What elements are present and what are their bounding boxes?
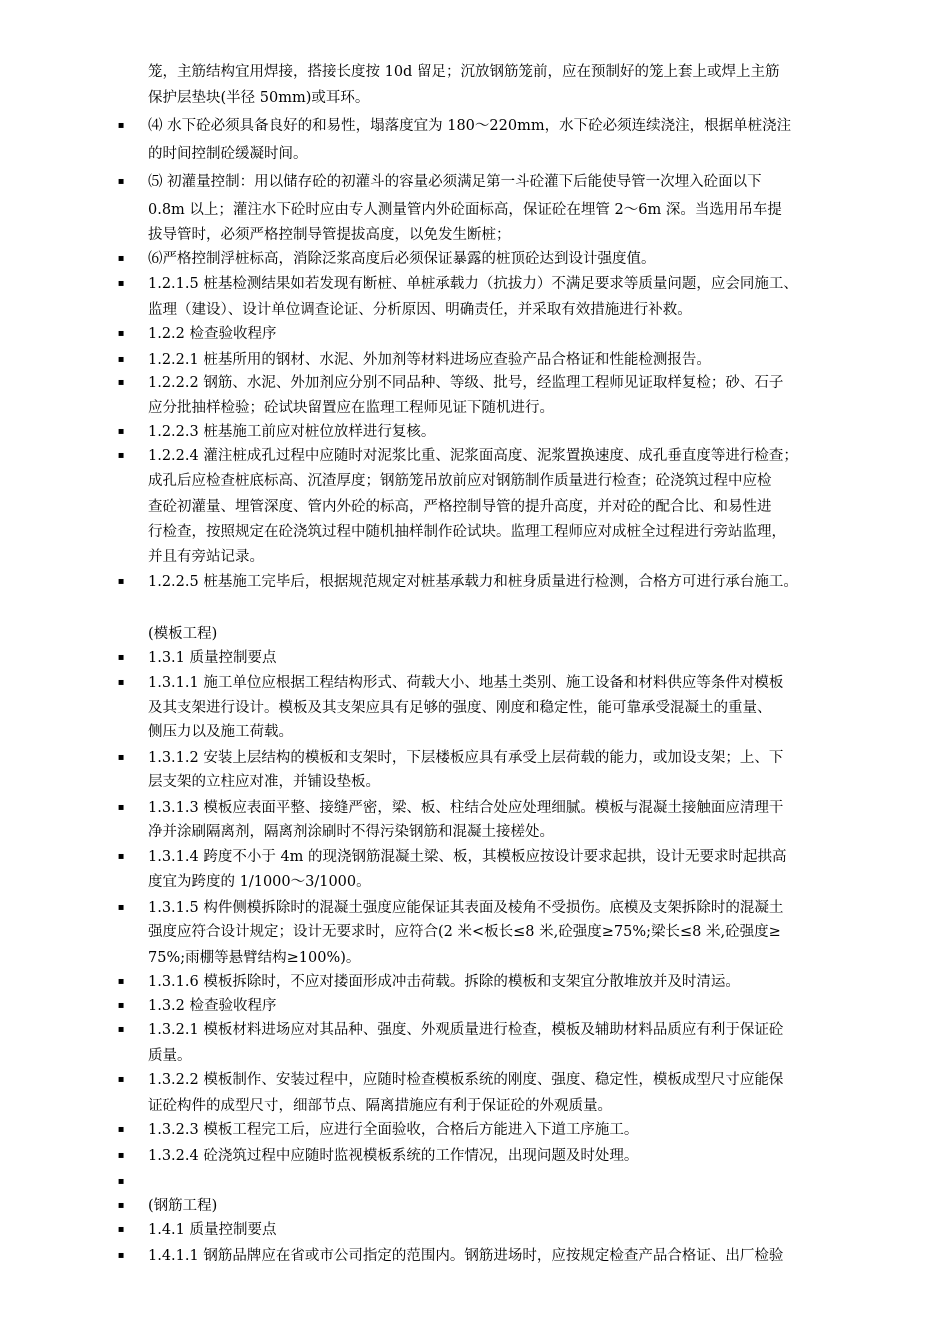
list-item-text: 1.3.2.2 模板制作、安装过程中，应随时检查模板系统的刚度、强度、稳定性，模板成型尺寸应能保 — [148, 1072, 784, 1088]
list-item-text: 1.2.2 检查验收程序 — [148, 326, 277, 342]
paragraph-line: 查砼初灌量、埋管深度、管内外砼的标高，严格控制导管的提升高度，并对砼的配合比、和易性进 — [148, 499, 772, 515]
list-item-text: 1.3.1.1 施工单位应根据工程结构形式、荷载大小、地基土类别、施工设备和材料供应等条件对模板 — [148, 675, 784, 691]
list-item-text: 1.3.1.5 构件侧模拆除时的混凝土强度应能保证其表面及棱角不受损伤。底模及支架拆除时的混凝土 — [148, 900, 784, 916]
list-bullet — [116, 1220, 126, 1240]
list-bullet — [116, 748, 126, 768]
paragraph-line: 并且有旁站记录。 — [148, 549, 264, 565]
list-bullet — [116, 1196, 126, 1216]
paragraph-line: 度宜为跨度的 1/1000～3/1000。 — [148, 874, 371, 890]
list-item-text: 1.2.2.2 钢筋、水泥、外加剂应分别不同品种、等级、批号，经监理工程师见证取样复检；砂、石子 — [148, 375, 784, 391]
list-item-text: 1.4.1 质量控制要点 — [148, 1222, 277, 1238]
list-item-text: 1.3.2.4 砼浇筑过程中应随时监视模板系统的工作情况，出现问题及时处理。 — [148, 1148, 639, 1164]
list-bullet — [116, 798, 126, 818]
paragraph-line: 净并涂刷隔离剂，隔离剂涂刷时不得污染钢筋和混凝土接槎处。 — [148, 824, 554, 840]
paragraph-line: 保护层垫块(半径 50mm)或耳环。 — [148, 90, 370, 106]
list-item-text: 1.2.2.4 灌注桩成孔过程中应随时对泥浆比重、泥浆面高度、泥浆置换速度、成孔垂直度等进行检查； — [148, 448, 798, 464]
list-item-text: 1.3.1 质量控制要点 — [148, 650, 277, 666]
list-item-text: 1.3.1.2 安装上层结构的模板和支架时，下层楼板应具有承受上层荷载的能力，或加设支架；上、下 — [148, 750, 784, 766]
list-bullet — [116, 972, 126, 992]
list-item-text: ⑷ 水下砼必须具备良好的和易性，塌落度宜为 180～220mm，水下砼必须连续浇注，根据单桩浇注 — [148, 118, 792, 134]
paragraph-line: 强度应符合设计规定；设计无要求时，应符合(2 米<板长≤8 米,砼强度≥75%;梁长≤8 米,砼强度≥ — [148, 924, 781, 940]
paragraph-line: 质量。 — [148, 1048, 192, 1064]
list-bullet — [116, 249, 126, 269]
paragraph-line: 层支架的立柱应对准，并铺设垫板。 — [148, 774, 380, 790]
list-item-text: 1.2.1.5 桩基检测结果如若发现有断桩、单桩承载力（抗拔力）不满足要求等质量问题，应会同施工、 — [148, 276, 798, 292]
paragraph-line: 成孔后应检查桩底标高、沉渣厚度；钢筋笼吊放前应对钢筋制作质量进行检查；砼浇筑过程中应检 — [148, 473, 772, 489]
list-item-text: 1.2.2.5 桩基施工完毕后，根据规范规定对桩基承载力和桩身质量进行检测，合格方可进行承台施工。 — [148, 574, 798, 590]
list-item-text: 1.2.2.3 桩基施工前应对桩位放样进行复核。 — [148, 424, 436, 440]
paragraph-line: 证砼构件的成型尺寸，细部节点、隔离措施应有利于保证砼的外观质量。 — [148, 1098, 612, 1114]
list-bullet — [116, 373, 126, 393]
paragraph-line: 0.8m 以上；灌注水下砼时应由专人测量管内外砼面标高，保证砼在埋管 2～6m 深。当选用吊车提 — [148, 202, 782, 218]
paragraph-line: 及其支架进行设计。模板及其支架应具有足够的强度、刚度和稳定性，能可靠承受混凝土的重量、 — [148, 700, 772, 716]
list-bullet — [116, 572, 126, 592]
list-bullet — [116, 847, 126, 867]
list-item-text: 1.3.2.3 模板工程完工后，应进行全面验收，合格后方能进入下道工序施工。 — [148, 1122, 639, 1138]
paragraph-line: 监理（建设）、设计单位调查论证、分析原因、明确责任，并采取有效措施进行补救。 — [148, 302, 692, 318]
list-bullet — [116, 274, 126, 294]
list-item-text: 1.3.1.3 模板应表面平整、接缝严密，梁、板、柱结合处应处理细腻。模板与混凝土接触面应清理干 — [148, 800, 784, 816]
list-bullet — [116, 350, 126, 370]
list-bullet — [116, 648, 126, 668]
list-bullet — [116, 324, 126, 344]
list-item-text: 1.4.1.1 钢筋品牌应在省或市公司指定的范围内。钢筋进场时，应按规定检查产品合格证、出厂检验 — [148, 1248, 784, 1264]
list-bullet — [116, 1070, 126, 1090]
paragraph-line: 笼，主筋结构宜用焊接，搭接长度按 10d 留足；沉放钢筋笼前，应在预制好的笼上套上或焊上主筋 — [148, 64, 780, 80]
paragraph-line: (模板工程) — [148, 626, 218, 642]
list-bullet — [116, 673, 126, 693]
list-item-text: 1.2.2.1 桩基所用的钢材、水泥、外加剂等材料进场应查验产品合格证和性能检测报告。 — [148, 352, 711, 368]
list-bullet — [116, 1120, 126, 1140]
list-bullet — [116, 1172, 126, 1192]
list-bullet — [116, 446, 126, 466]
list-item-text: 1.3.2.1 模板材料进场应对其品种、强度、外观质量进行检查，模板及辅助材料品质应有利于保证砼 — [148, 1022, 784, 1038]
paragraph-line: 应分批抽样检验；砼试块留置应在监理工程师见证下随机进行。 — [148, 400, 554, 416]
list-bullet — [116, 996, 126, 1016]
paragraph-line: 的时间控制砼缓凝时间。 — [148, 146, 308, 162]
list-item-text: 1.3.1.6 模板拆除时，不应对搂面形成冲击荷载。拆除的模板和支架宜分散堆放并及时清运。 — [148, 974, 740, 990]
paragraph-line: 75%;雨棚等悬臂结构≥100%)。 — [148, 950, 361, 966]
list-item-text: ⑹严格控制浮桩标高，消除泛浆高度后必须保证暴露的桩顶砼达到设计强度值。 — [148, 251, 656, 267]
list-item-text: 1.3.2 检查验收程序 — [148, 998, 277, 1014]
list-bullet — [116, 1146, 126, 1166]
list-item-text: ⑸ 初灌量控制：用以储存砼的初灌斗的容量必须满足第一斗砼灌下后能使导管一次埋入砼面以下 — [148, 174, 762, 190]
list-bullet — [116, 1246, 126, 1266]
list-bullet — [116, 172, 126, 192]
list-item-text: 1.3.1.4 跨度不小于 4m 的现浇钢筋混凝土梁、板，其模板应按设计要求起拱，设计无要求时起拱高 — [148, 849, 787, 865]
list-bullet — [116, 1020, 126, 1040]
paragraph-line: 侧压力以及施工荷载。 — [148, 724, 293, 740]
paragraph-line: 拔导管时，必须严格控制导管提拔高度，以免发生断桩； — [148, 227, 511, 243]
paragraph-line: 行检查，按照规定在砼浇筑过程中随机抽样制作砼试块。监理工程师应对成桩全过程进行旁站监理， — [148, 524, 786, 540]
list-bullet — [116, 116, 126, 136]
list-bullet — [116, 898, 126, 918]
list-item-text: (钢筋工程) — [148, 1198, 218, 1214]
list-bullet — [116, 422, 126, 442]
